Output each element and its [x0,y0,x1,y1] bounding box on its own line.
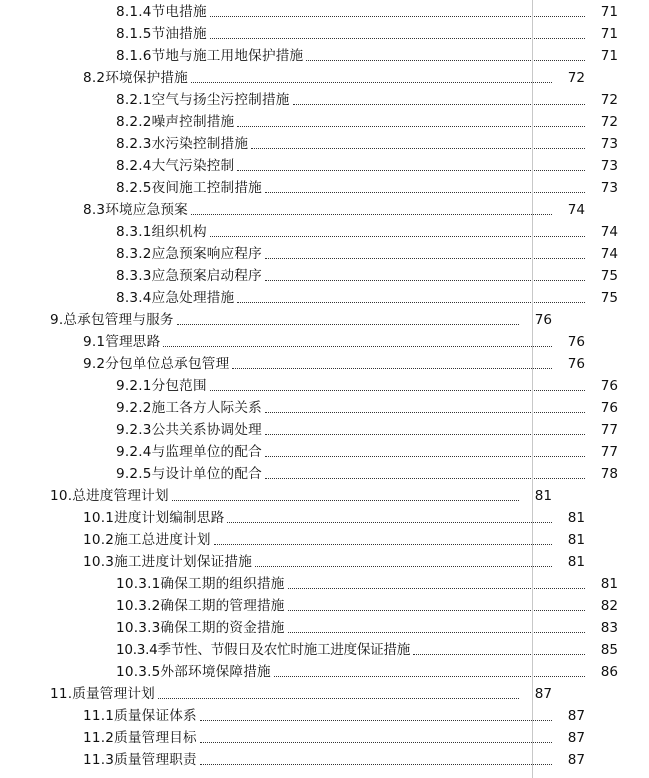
toc-entry-page: 75 [600,268,618,284]
dot-leader [288,610,585,611]
toc-entry-page: 78 [600,466,618,482]
toc-entry[interactable] [0,264,649,286]
toc-entry-page: 85 [600,642,618,658]
dot-leader [172,500,519,501]
toc-entry[interactable] [0,704,616,726]
dot-leader [265,412,585,413]
toc-entry[interactable] [0,462,649,484]
toc-entry-label: 8.1.4节电措施 [116,4,207,20]
dot-leader [210,390,585,391]
toc-entry-page: 87 [567,752,585,768]
toc-entry[interactable] [0,198,616,220]
toc-entry-page: 73 [600,136,618,152]
dot-leader [306,60,585,61]
toc-entry-label: 8.2.5夜间施工控制措施 [116,180,262,196]
toc-entry-label: 10.3.5外部环境保障措施 [116,664,271,680]
toc-entry-page: 74 [600,246,618,262]
dot-leader [232,368,552,369]
toc-entry[interactable] [0,440,649,462]
toc-entry-label: 9.2.1分包范围 [116,378,207,394]
toc-entry-page: 73 [600,158,618,174]
toc-entry[interactable] [0,110,649,132]
toc-entry[interactable] [0,682,583,704]
toc-entry-label: 11.2质量管理目标 [83,730,197,746]
toc-entry[interactable] [0,726,616,748]
toc-entry[interactable] [0,308,583,330]
dot-leader [255,566,552,567]
toc-entry[interactable] [0,748,616,770]
toc-entry[interactable] [0,242,649,264]
toc-entry-label: 8.2.4大气污染控制 [116,158,235,174]
toc-entry-label: 8.3.1组织机构 [116,224,207,240]
dot-leader [200,742,552,743]
toc-entry[interactable] [0,352,616,374]
dot-leader [210,16,585,17]
dot-leader [191,82,552,83]
toc-entry[interactable] [0,484,583,506]
toc-entry-label: 11.质量管理计划 [50,686,155,702]
toc-entry-label: 10.3.3确保工期的资金措施 [116,620,285,636]
toc-entry-page: 87 [534,686,552,702]
toc-entry-label: 8.2.2噪声控制措施 [116,114,235,130]
dot-leader [288,632,585,633]
toc-entry-label: 8.1.6节地与施工用地保护措施 [116,48,304,64]
toc-entry-label: 8.2.3水污染控制措施 [116,136,249,152]
toc-entry-label: 10.1进度计划编制思路 [83,510,225,526]
toc-entry-label: 10.3.2确保工期的管理措施 [116,598,285,614]
dot-leader [200,764,552,765]
dot-leader [265,456,585,457]
toc-entry-page: 71 [600,48,618,64]
toc-entry[interactable] [0,154,649,176]
toc-entry[interactable] [0,572,649,594]
toc-entry-label: 10.2施工总进度计划 [83,532,211,548]
toc-entry[interactable] [0,594,649,616]
toc-entry[interactable] [0,638,649,660]
toc-entry[interactable] [0,374,649,396]
toc-entry-label: 11.1质量保证体系 [83,708,197,724]
dot-leader [251,148,585,149]
toc-entry-label: 8.3环境应急预案 [83,202,188,218]
toc-entry-page: 81 [534,488,552,504]
toc-entry-page: 76 [600,400,618,416]
dot-leader [191,214,552,215]
toc-entry-page: 72 [567,70,585,86]
dot-leader [265,258,585,259]
dot-leader [214,544,552,545]
toc-entry[interactable] [0,506,616,528]
toc-entry-page: 82 [600,598,618,614]
dot-leader [177,324,519,325]
toc-entry-label: 8.3.3应急预案启动程序 [116,268,262,284]
toc-entry-label: 10.3施工进度计划保证措施 [83,554,253,570]
toc-entry-label: 10.总进度管理计划 [50,488,169,504]
toc-entry-page: 81 [600,576,618,592]
toc-entry-label: 9.2.2施工各方人际关系 [116,400,262,416]
toc-entry-page: 77 [600,422,618,438]
toc-entry[interactable] [0,220,649,242]
toc-entry-label: 9.2.4与监理单位的配合 [116,444,262,460]
page-edge-divider [532,0,533,778]
toc-entry-label: 9.总承包管理与服务 [50,312,174,328]
dot-leader [158,698,519,699]
toc-entry-page: 72 [600,92,618,108]
toc-entry[interactable] [0,418,649,440]
toc-entry-page: 86 [600,664,618,680]
toc-entry-page: 71 [600,4,618,20]
toc-entry[interactable] [0,396,649,418]
toc-entry[interactable] [0,330,616,352]
toc-entry-page: 74 [600,224,618,240]
toc-entry-label: 8.3.4应急处理措施 [116,290,235,306]
toc-entry-label: 10.3.4季节性、节假日及农忙时施工进度保证措施 [116,642,411,658]
dot-leader [265,280,585,281]
toc-entry-page: 76 [600,378,618,394]
toc-entry[interactable] [0,660,649,682]
dot-leader [210,236,585,237]
dot-leader [210,38,585,39]
dot-leader [274,676,585,677]
dot-leader [163,346,552,347]
dot-leader [265,478,585,479]
dot-leader [413,654,585,655]
toc-entry[interactable] [0,176,649,198]
toc-entry-page: 72 [600,114,618,130]
toc-entry-page: 77 [600,444,618,460]
toc-entry-page: 74 [567,202,585,218]
toc-entry-label: 8.3.2应急预案响应程序 [116,246,262,262]
toc-entry[interactable] [0,616,649,638]
toc-entry[interactable] [0,66,616,88]
toc-entry-label: 9.2分包单位总承包管理 [83,356,230,372]
dot-leader [265,434,585,435]
toc-entry[interactable] [0,286,649,308]
toc-entry[interactable] [0,0,649,22]
toc-entry-page: 81 [567,510,585,526]
toc-entry-page: 76 [567,356,585,372]
toc-entry-page: 71 [600,26,618,42]
dot-leader [265,192,585,193]
toc-entry-label: 8.2.1空气与扬尘污控制措施 [116,92,290,108]
toc-entry-page: 76 [534,312,552,328]
toc-entry-label: 10.3.1确保工期的组织措施 [116,576,285,592]
toc-entry-page: 87 [567,708,585,724]
toc-entry[interactable] [0,22,649,44]
toc-entry-label: 9.2.3公共关系协调处理 [116,422,262,438]
toc-entry-page: 81 [567,554,585,570]
toc-entry-label: 9.1管理思路 [83,334,161,350]
toc-entry[interactable] [0,528,616,550]
toc-entry-label: 8.1.5节油措施 [116,26,207,42]
toc-entry-page: 75 [600,290,618,306]
toc-entry-page: 83 [600,620,618,636]
dot-leader [293,104,585,105]
toc-entry[interactable] [0,44,649,66]
toc-entry-label: 9.2.5与设计单位的配合 [116,466,262,482]
toc-entry-page: 87 [567,730,585,746]
dot-leader [288,588,585,589]
toc-entry-label: 8.2环境保护措施 [83,70,188,86]
toc-entry-page: 81 [567,532,585,548]
toc-entry[interactable] [0,132,649,154]
dot-leader [200,720,552,721]
dot-leader [227,522,552,523]
toc-entry[interactable] [0,550,616,572]
toc-entry[interactable] [0,88,649,110]
toc-entry-page: 76 [567,334,585,350]
toc-entry-page: 73 [600,180,618,196]
toc-entry-label: 11.3质量管理职责 [83,752,197,768]
